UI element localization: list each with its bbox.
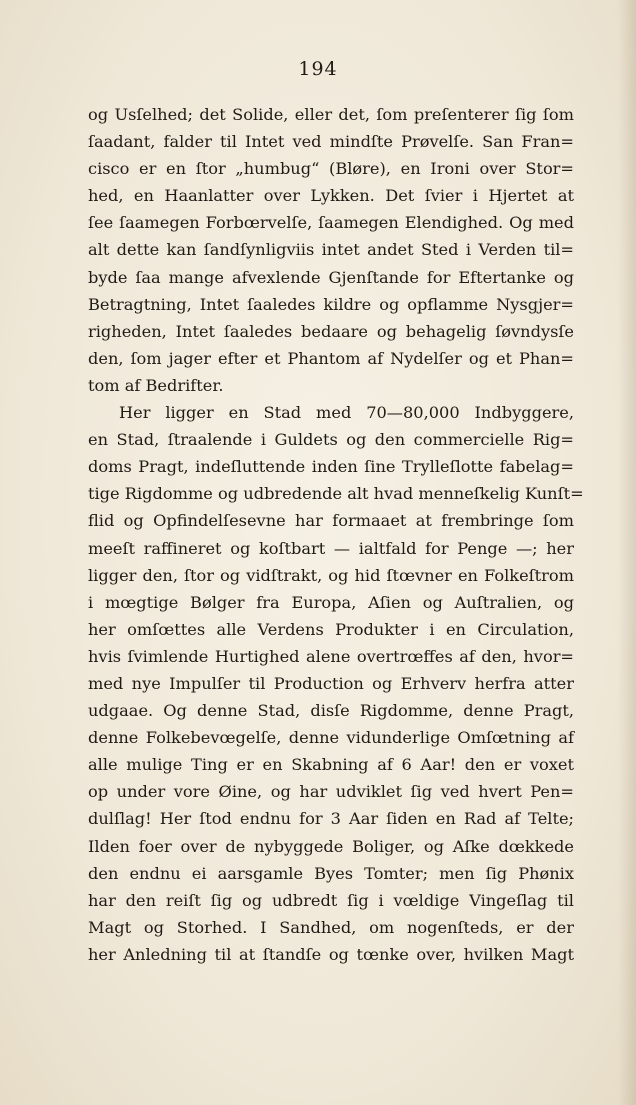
text-line: ſee ſaamegen Forbœrvelſe, ſaamegen Elendighed. Og med — [88, 213, 574, 233]
text-line: Betragtning, Intet ſaaledes kildre og opflamme Nysgjer= — [88, 294, 574, 314]
text-line: Her ligger en Stad med 70—80,000 Indbyggere, — [119, 403, 574, 423]
text-line: tige Rigdomme og udbredende alt hvad menneſkelig Kunſt= — [88, 484, 584, 504]
text-line: og Usſelhed; det Solide, eller det, ſom preſenterer ſig ſom — [88, 105, 574, 124]
text-line: den endnu ei aarsgamle Byes Tomter; men ſig Phønix — [88, 863, 574, 883]
text-line: ſaadant, falder til Intet ved mindſte Prøvelſe. San Fran= — [88, 132, 574, 152]
text-line: her Anledning til at ſtandſe og tœnke over, hvilken Magt — [88, 944, 574, 964]
text-line: hvis ſvimlende Hurtighed alene overtrœffes af den, hvor= — [88, 646, 574, 666]
body-text — [88, 101, 584, 968]
text-line: alt dette kan ſandſynligviis intet andet Sted i Verden til= — [88, 240, 574, 260]
text-line: Ilden foer over de nybyggede Boliger, og Aſke dœkkede — [88, 836, 574, 856]
text-line: flid og Opfindelſesevne har formaaet at frembringe ſom — [88, 511, 574, 531]
text-line: cisco er en ſtor „humbug“ (Bløre), en Ironi over Stor= — [88, 159, 574, 179]
page-edge-shadow — [618, 0, 636, 1105]
text-line: op under vore Øine, og har udviklet ſig ved hvert Pen= — [88, 782, 574, 802]
text-line: Magt og Storhed. I Sandhed, om nogenſteds, er der — [88, 917, 574, 937]
text-line: denne Folkebevœgelſe, denne vidunderlige Omſœtning af — [88, 728, 574, 748]
text-line: tom af Bedrifter. — [88, 375, 224, 395]
text-line: en Stad, ſtraalende i Guldets og den commercielle Rig= — [88, 430, 574, 450]
page-number: 194 — [298, 58, 338, 80]
text-line: doms Pragt, indeſluttende inden ſine Trylleſlotte fabelag= — [88, 457, 574, 477]
text-line: righeden, Intet ſaaledes bedaare og behagelig ſøvndysſe — [88, 321, 574, 341]
text-line: her omſœttes alle Verdens Produkter i en Circulation, — [88, 619, 574, 639]
text-line: udgaae. Og denne Stad, disſe Rigdomme, denne Pragt, — [88, 701, 574, 721]
text-line: meeſt raffineret og koſtbart — ialtfald for Penge —; her — [88, 538, 574, 558]
text-line: i mœgtige Bølger fra Europa, Aſien og Auſtralien, og — [88, 592, 574, 612]
text-line: ligger den, ſtor og vidſtrakt, og hid ſtœvner en Folkeſtrom — [88, 565, 574, 585]
text-line: den, ſom jager efter et Phantom af Nydelſer og et Phan= — [88, 348, 574, 368]
text-line: hed, en Haanlatter over Lykken. Det ſvier i Hjertet at — [88, 186, 574, 206]
text-line: har den reiſt ſig og udbredt ſig i vœldige Vingeſlag til — [88, 890, 574, 910]
text-line: dulſlag! Her ſtod endnu for 3 Aar ſiden en Rad af Telte; — [88, 809, 574, 829]
text-line: alle mulige Ting er en Skabning af 6 Aar! den er voxet — [88, 755, 574, 775]
text-line: med nye Impulſer til Production og Erhverv herfra atter — [88, 673, 574, 693]
text-line: byde ſaa mange afvexlende Gjenſtande for Eftertanke og — [88, 267, 574, 287]
